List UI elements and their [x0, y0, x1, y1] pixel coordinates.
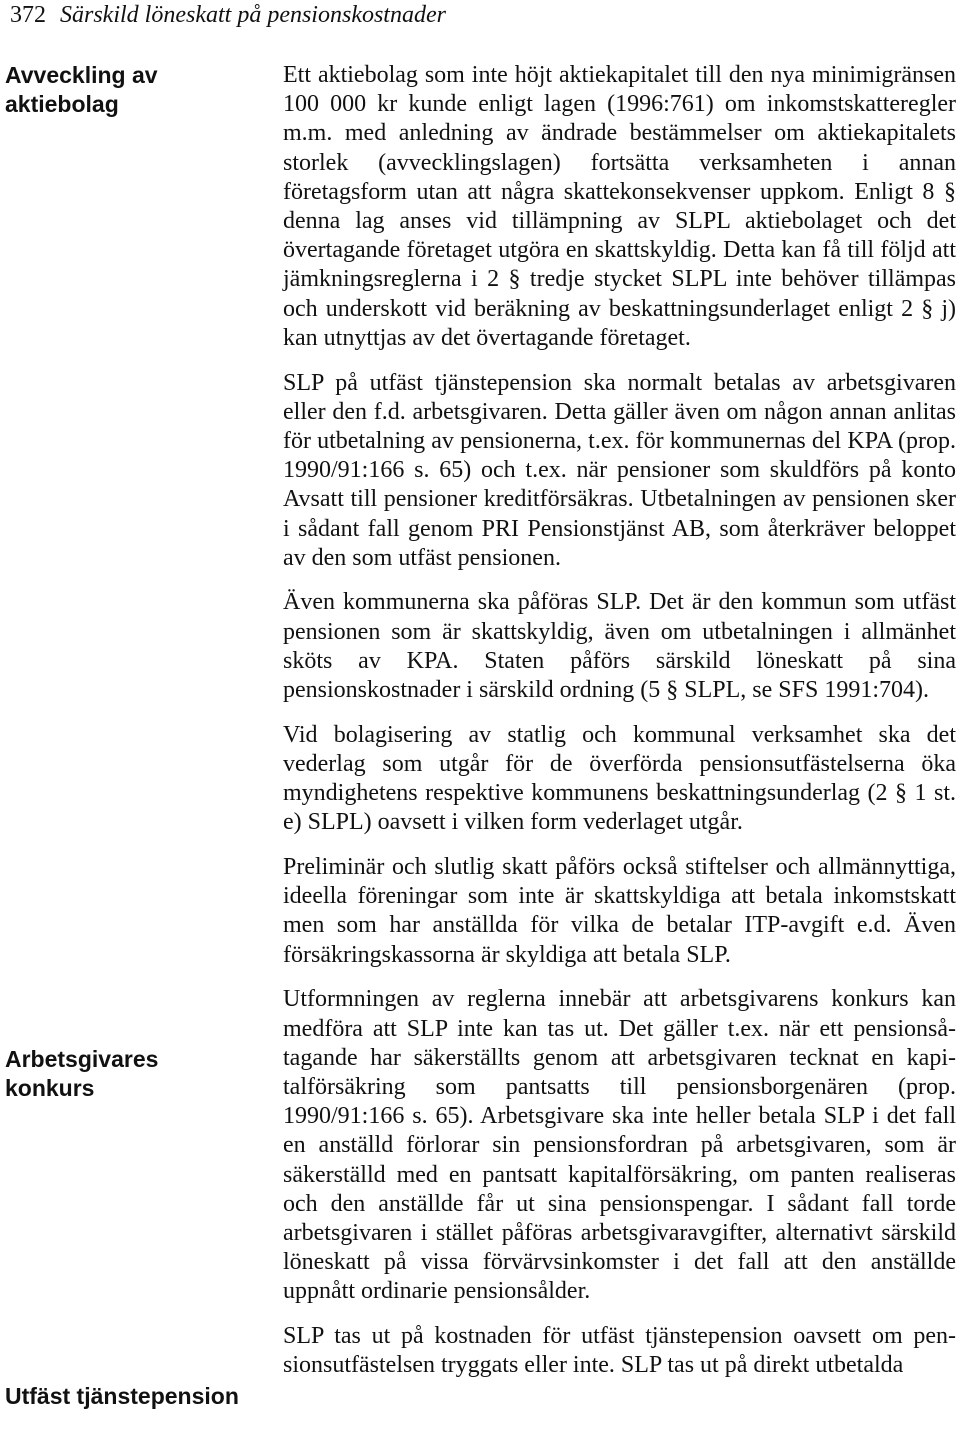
paragraph-kommunerna: Även kommunerna ska påföras SLP. Det är den kommun som utfäst pensionen som är skattskyldig, även om utbetalningen i allmänhet sköts av KPA. Staten påförs särskild löneskatt på sina pensionskostnader i särskild ordning (5 § SLPL, se SFS 1991:704).: [283, 589, 956, 704]
paragraph-konkurs: Utformningen av reglerna innebär att arbetsgivarens konkurs kan medföra att SLP inte kan tas ut. Det gäller t.ex. när ett pensionsåtagande har säkerställts genom att arbetsgivaren tecknat en kapitalförsäkring som pantsatts till pensionsborgenären (prop. 1990/91:166 s. 65). Arbetsgivare ska inte heller betala SLP i det fall en anställd förlorar sin pensionsfordran på arbetsgivaren, som är säkerställd med en pantsatt kapitalförsäkring, om panten realiseras och den anställde får ut sina pensionspengar. I sådant fall torde arbetsgivaren i stället påföras arbetsgivaravgifter, alternativt särskild löneskatt på vissa förvärvsinkomster i det fall att den anställde uppnått ordinarie pensionsålder.: [283, 986, 956, 1305]
body-text: [283, 61, 956, 1396]
margin-note-utfast-tjanstepension: Utfäst tjänstepension: [5, 1383, 239, 1409]
paragraph-slp-utfast-pension: SLP på utfäst tjänstepension ska normalt betalas av arbetsgivaren eller den f.d. arbetsgivaren. Detta gäller även om någon annan anlitas för utbetalning av pensionerna, t.ex. för kommunernas del KPA (prop. 1990/91:166 s. 65) och t.ex. när pensioner som skuldförs på konto Avsatt till pensioner kreditförsäkras. Utbetalningen av pensionen sker i sådant fall genom PRI Pensionstjänst AB, som återkräver beloppet av den som utfäst pensionen.: [283, 369, 956, 571]
page-header: [10, 1, 446, 29]
paragraph-bolagisering: Vid bolagisering av statlig och kommunal verksamhet ska det vederlag som utgår för de överförda pensionsutfästelserna öka myndighetens respektive kommunens beskattningsunderlag (2 § 1 st. e) SLPL) oavsett i vilken form vederlaget utgår.: [283, 721, 956, 836]
paragraph-stiftelser: Preliminär och slutlig skatt påförs också stiftelser och allmännyttiga, ideella föreningar som inte är skattskyldiga att betala inkomstskatt men som har anställda för vilka de betalar ITP-avgift e.d. Även försäkringskassorna är skyldiga att betala SLP.: [283, 854, 956, 968]
margin-note-avveckling: Avveckling av aktiebolag: [5, 62, 158, 117]
page-number: 372: [10, 2, 46, 28]
margin-note-arbetsgivares-konkurs: Arbetsgivares konkurs: [5, 1046, 159, 1101]
paragraph-tjanstepension: SLP tas ut på kostnaden för utfäst tjänstepension oavsett om pensionsutfästelsen tryggats eller inte. SLP tas ut på direkt utbetalda: [283, 1323, 956, 1379]
running-title: Särskild löneskatt på pensionskostnader: [60, 2, 446, 28]
paragraph-avveckling: Ett aktiebolag som inte höjt aktiekapitalet till den nya minimigränsen 100 000 kr kunde enligt lagen (1996:761) om inkomstskatteregler m.m. med anledning av ändrade bestämmelser om aktiekapitalets storlek (avvecklingslagen) fortsätta verksamheten i annan företagsform utan att några skattekonsekvenser uppkom. Enligt 8 § denna lag anses vid tillämpning av SLPL aktiebolaget och det övertagande företaget utgöra en skattskyldig. Detta kan få till följd att jämkningsreglerna i 2 § tredje stycket SLPL inte behöver tillämpas och underskott vid beräkning av beskattningsunderlaget enligt 2 § j) kan utnyttjas av det övertagande företaget.: [283, 62, 956, 351]
